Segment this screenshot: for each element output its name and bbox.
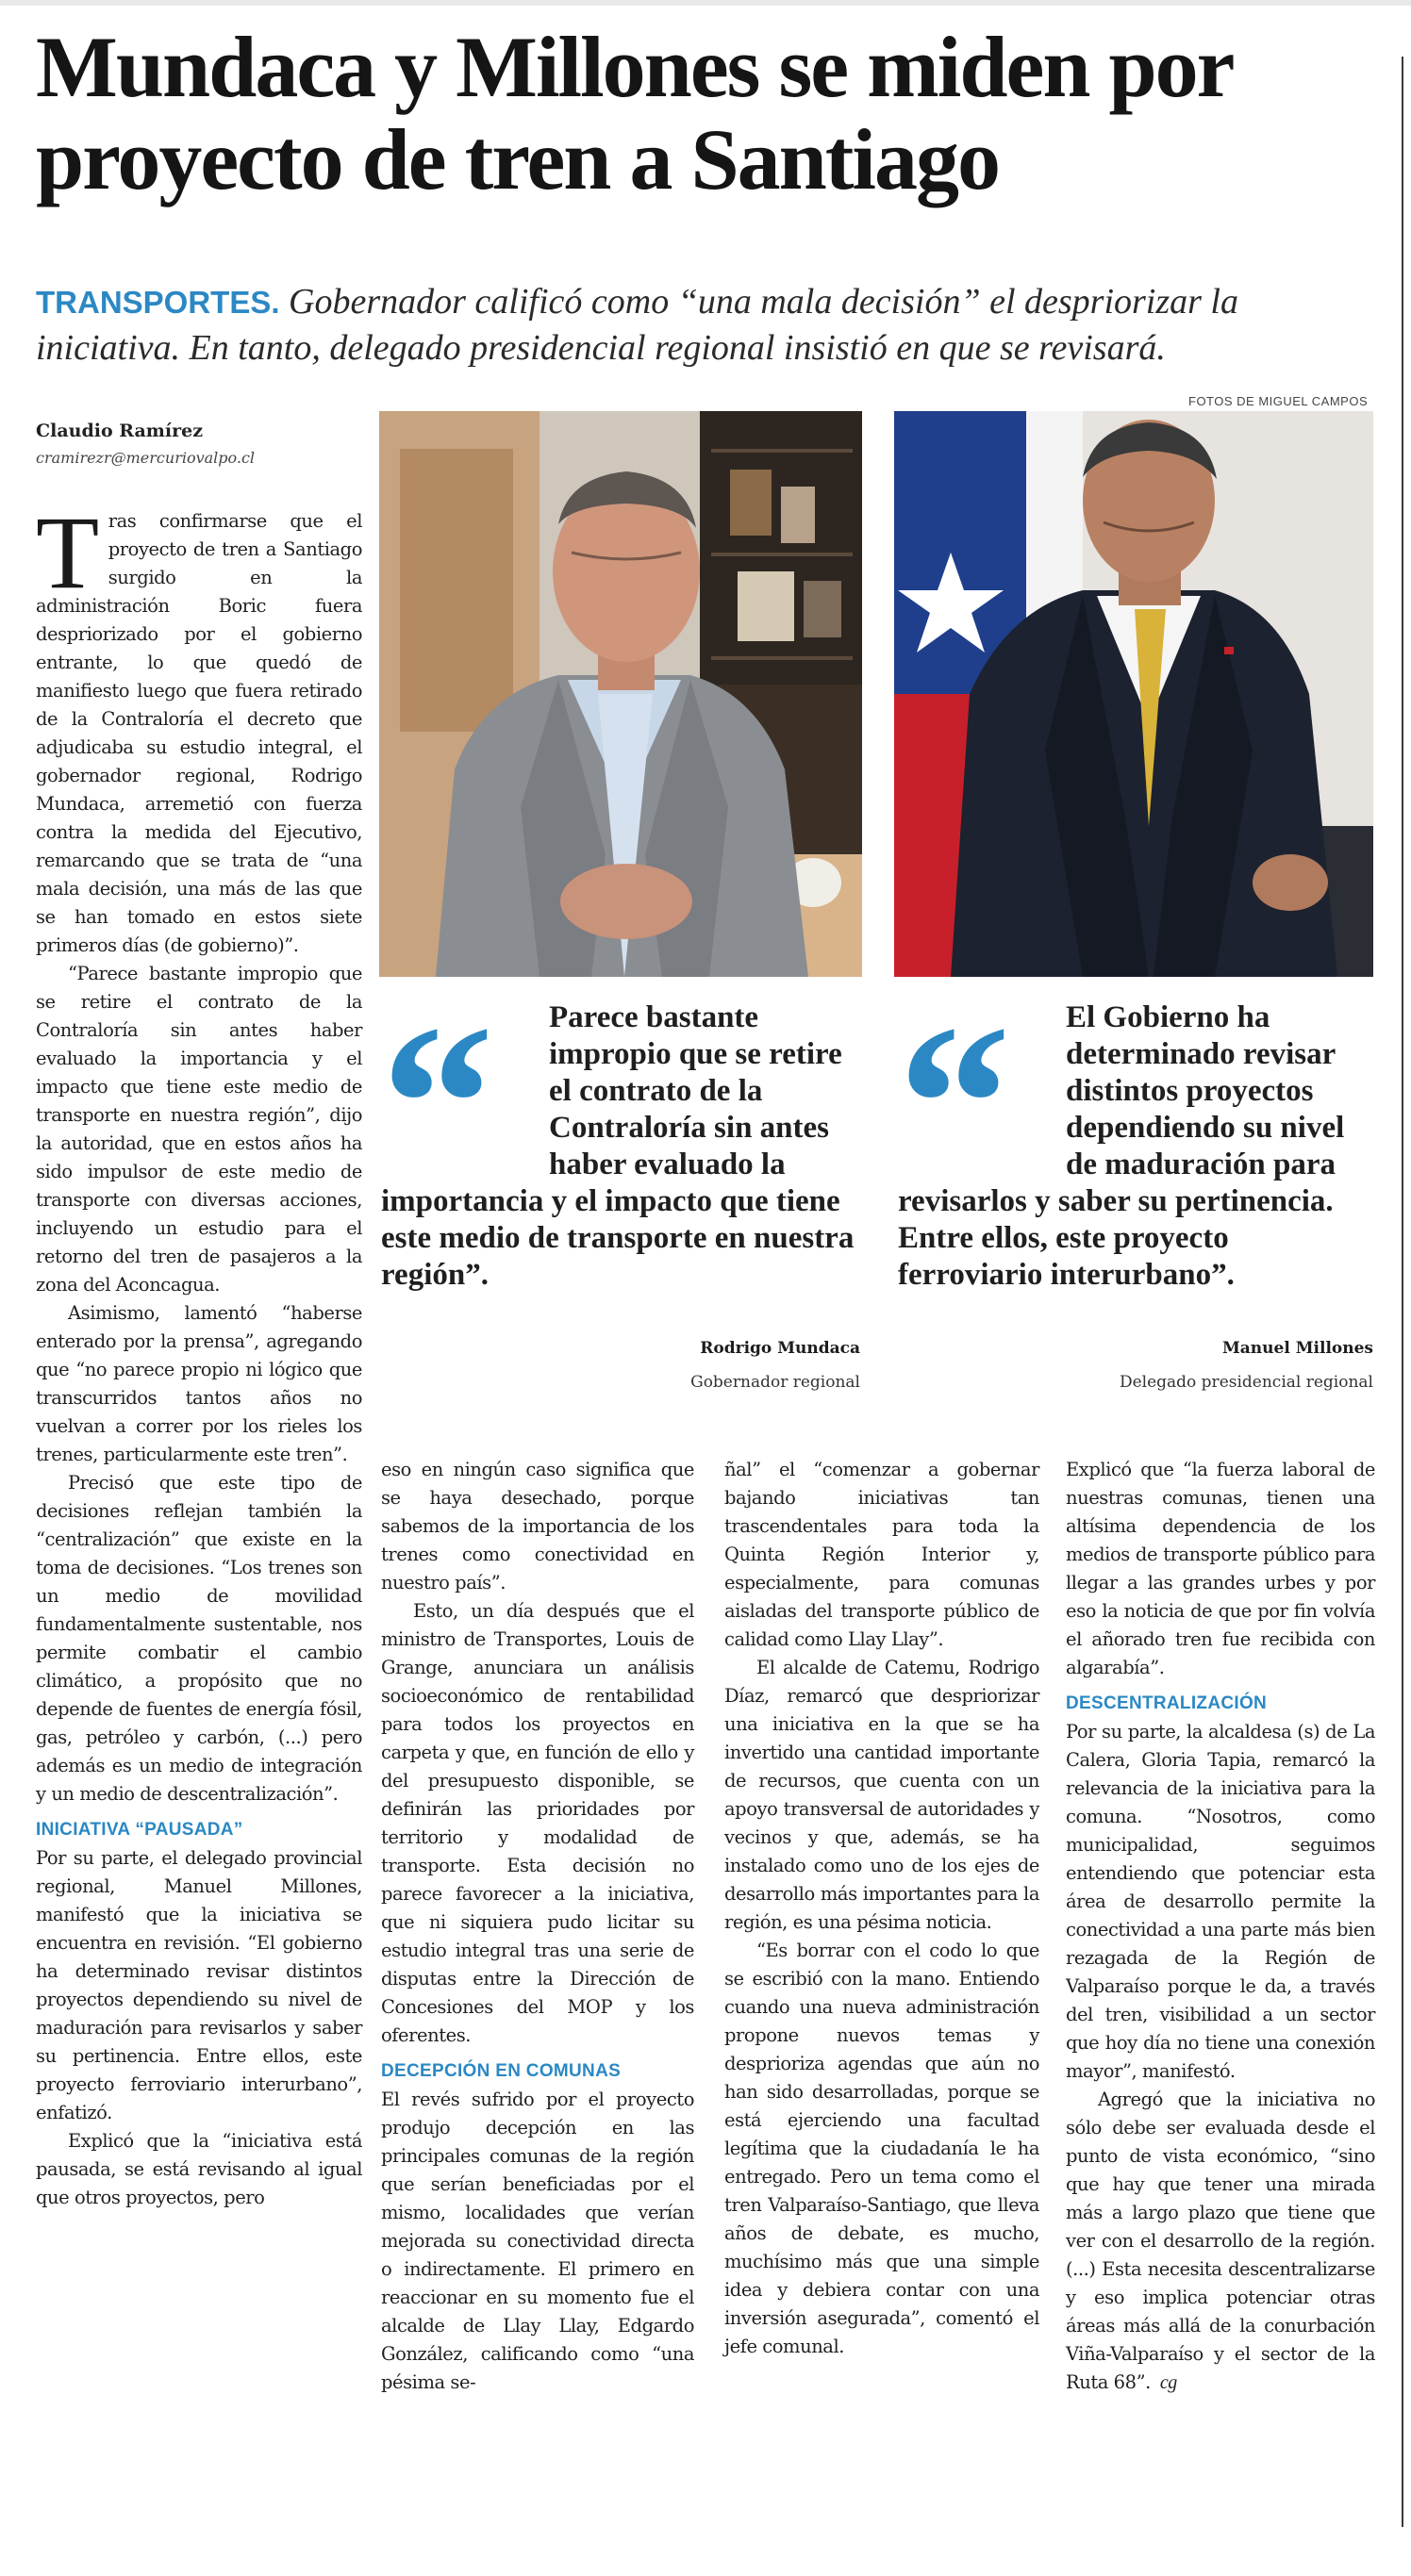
paragraph: eso en ningún caso significa que se haya desechado, porque sabemos de la importancia de los trenes como conectividad en nuestro país”. (381, 1459, 694, 1593)
article-column-4 (1066, 1456, 1375, 2397)
subhead: DECEPCIÓN EN COMUNAS (381, 2061, 622, 2081)
pull-quote-mundaca (381, 978, 860, 1392)
pull-quote-millones (898, 978, 1373, 1392)
deck-text: Gobernador calificó como “una mala decisión” el despriorizar la iniciativa. En tanto, delegado presidencial regional insistió en que se revisará. (36, 282, 1238, 368)
pull-quote-text: El Gobierno ha determinado revisar distintos proyectos dependiendo su nivel de maduración para revisarlos y saber su pertinencia. Entre ellos, este proyecto ferroviario interurbano”. (898, 1000, 1345, 1292)
paragraph: El revés sufrido por el proyecto produjo decepción en las principales comunas de la región que serían beneficiadas por el mismo, localidades que verían mejorada su conectividad directa o indirectamente. El primero en reaccionar en su momento fue el alcalde de Llay Llay, Edgardo González, calificando como “una pésima se- (381, 2089, 694, 2393)
subhead: INICIATIVA “PAUSADA” (36, 1820, 243, 1840)
photo-rodrigo-mundaca (379, 411, 862, 977)
pull-quote-role: Gobernador regional (690, 1373, 860, 1392)
paragraph: Explicó que la “iniciativa está pausada, se está revisando al igual que otros proyectos, pero (36, 2130, 362, 2208)
quote-mark-icon: “ (898, 978, 1011, 1229)
paragraph: Por su parte, la alcaldesa (s) de La Calera, Gloria Tapia, remarcó la relevancia de la iniciativa para la comuna. “Nosotros, como municipalidad, seguimos entendiendo que potenciar esta área de desarrollo permite la conectividad a una parte más bien rezagada de la Región de Valparaíso porque le da, a través del tren, visibilidad a un sector que hoy día no tiene una conexión mayor”, manifestó. (1066, 1721, 1375, 2082)
column-rule (1402, 57, 1403, 2527)
pull-quote-text: Parece bastante impropio que se retire el contrato de la Contraloría sin antes haber evaluado la importancia y el impacto que tiene este medio de transporte en nuestra región”. (381, 1000, 855, 1292)
article-column-2 (381, 1456, 694, 2397)
paragraph: “Parece bastante impropio que se retire el contrato de la Contraloría sin antes haber evaluado la importancia y el impacto que tiene este medio de transporte en nuestra región”, dijo la autoridad, que en estos años ha sido impulsor de este medio de transporte con diversas acciones, incluyendo un estudio para el retorno del tren de pasajeros a la zona del Aconcagua. (36, 963, 362, 1296)
drop-cap: T (36, 495, 99, 610)
top-rule (0, 0, 1411, 6)
article-column-1 (36, 495, 362, 2212)
pull-quote-name: Rodrigo Mundaca (700, 1339, 860, 1358)
deck (36, 279, 1375, 371)
end-mark-icon: cg (1159, 2372, 1177, 2393)
paragraph-text: Agregó que la iniciativa no sólo debe ser evaluada desde el punto de vista económico, “sino que hay que tener una mirada más a largo plazo que tiene que ver con el desarrollo de la región. (...) Esta necesita descentralizarse y eso implica potenciar otras áreas más allá de la conurbación Viña-Valparaíso y el sector de la Ruta 68”. (1066, 2089, 1375, 2393)
paragraph (1066, 2086, 1375, 2397)
section-kicker: TRANSPORTES. (36, 285, 280, 320)
photo-credit: FOTOS DE MIGUEL CAMPOS (1188, 394, 1369, 408)
quote-mark-icon: “ (381, 978, 494, 1229)
paragraph (36, 495, 362, 960)
pull-quote-name: Manuel Millones (1221, 1339, 1373, 1358)
subhead: DESCENTRALIZACIÓN (1066, 1693, 1268, 1713)
paragraph: Asimismo, lamentó “haberse enterado por la prensa”, agregando que “no parece propio ni lógico que transcurridos tantos años no vuelvan a correr por los rieles los trenes, particularmente este tren”. (36, 1302, 362, 1465)
paragraph: Explicó que “la fuerza laboral de nuestras comunas, tienen una altísima dependencia de los medios de transporte público para llegar a las grandes urbes y por eso la noticia de que por fin volvía el añorado tren fue recibida con algarabía”. (1066, 1459, 1375, 1678)
paragraph: Por su parte, el delegado provincial regional, Manuel Millones, manifestó que la iniciativa se encuentra en revisión. “El gobierno ha determinado revisar distintos proyectos dependiendo su nivel de maduración para revisarlos y saber su pertinencia. Entre ellos, este proyecto ferroviario interurbano”, enfatizó. (36, 1847, 362, 2123)
byline-email: cramirezr@mercuriovalpo.cl (36, 449, 256, 467)
article-column-3 (724, 1456, 1039, 2361)
photo-manuel-millones (894, 411, 1373, 977)
byline-author: Claudio Ramírez (36, 421, 204, 441)
paragraph: El alcalde de Catemu, Rodrigo Díaz, remarcó que despriorizar una iniciativa en la que se ha invertido una cantidad importante de recursos, que cuenta con un apoyo transversal de autoridades y vecinos y que, además, se ha instalado como uno de los ejes de desarrollo más importantes para la región, es una pésima noticia. (724, 1657, 1039, 1933)
paragraph: ñal” el “comenzar a gobernar bajando iniciativas tan trascendentales para toda la Quinta Región Interior y, especialmente, para comunas aisladas del transporte público de calidad como Llay Llay”. (724, 1459, 1039, 1650)
paragraph: Esto, un día después que el ministro de Transportes, Louis de Grange, anunciara un análisis socioeconómico de rentabilidad para todos los proyectos en carpeta y que, en función de ello y del presupuesto disponible, se definirán las prioridades por territorio y modalidad de transporte. Esta decisión no parece favorecer a la iniciativa, que ni siquiera pudo licitar su estudio integral tras una serie de disputas entre la Dirección de Concesiones del MOP y los oferentes. (381, 1600, 694, 2046)
paragraph: “Es borrar con el codo lo que se escribió con la mano. Entiendo cuando una nueva administración propone nuevos temas y desprioriza agendas que aún no han sido desarrolladas, porque se está ejerciendo una facultad legítima que la ciudadanía le ha entregado. Pero un tema como el tren Valparaíso-Santiago, que lleva años de debate, es mucho, muchísimo más que una simple idea y debiera contar con una inversión asegurada”, comentó el jefe comunal. (724, 1940, 1039, 2357)
byline (36, 421, 366, 467)
headline: Mundaca y Millones se miden por proyecto de tren a Santiago (36, 19, 1232, 207)
paragraph: Precisó que este tipo de decisiones reflejan también la “centralización” que existe en la toma de decisiones. “Los trenes son un medio de movilidad fundamentalmente sustentable, nos permite combatir el cambio climático, a propósito que no depende de fuentes de energía fósil, gas, petróleo y carbón, (...) pero además es un medio de integración y un medio de descentralización”. (36, 1472, 362, 1805)
pull-quote-role: Delegado presidencial regional (1119, 1373, 1373, 1392)
paragraph-text: ras confirmarse que el proyecto de tren a Santiago surgido en la administración Boric fuera despriorizado por el gobierno entrante, lo que quedó de manifiesto luego que fuera retirado de la Contraloría el decreto que adjudicaba su estudio integral, el gobernador regional, Rodrigo Mundaca, arremetió con fuerza contra la medida del Ejecutivo, remarcando que se trata de “una mala decisión, una más de las que se han tomado en estos siete primeros días (de gobierno)”. (36, 510, 362, 956)
